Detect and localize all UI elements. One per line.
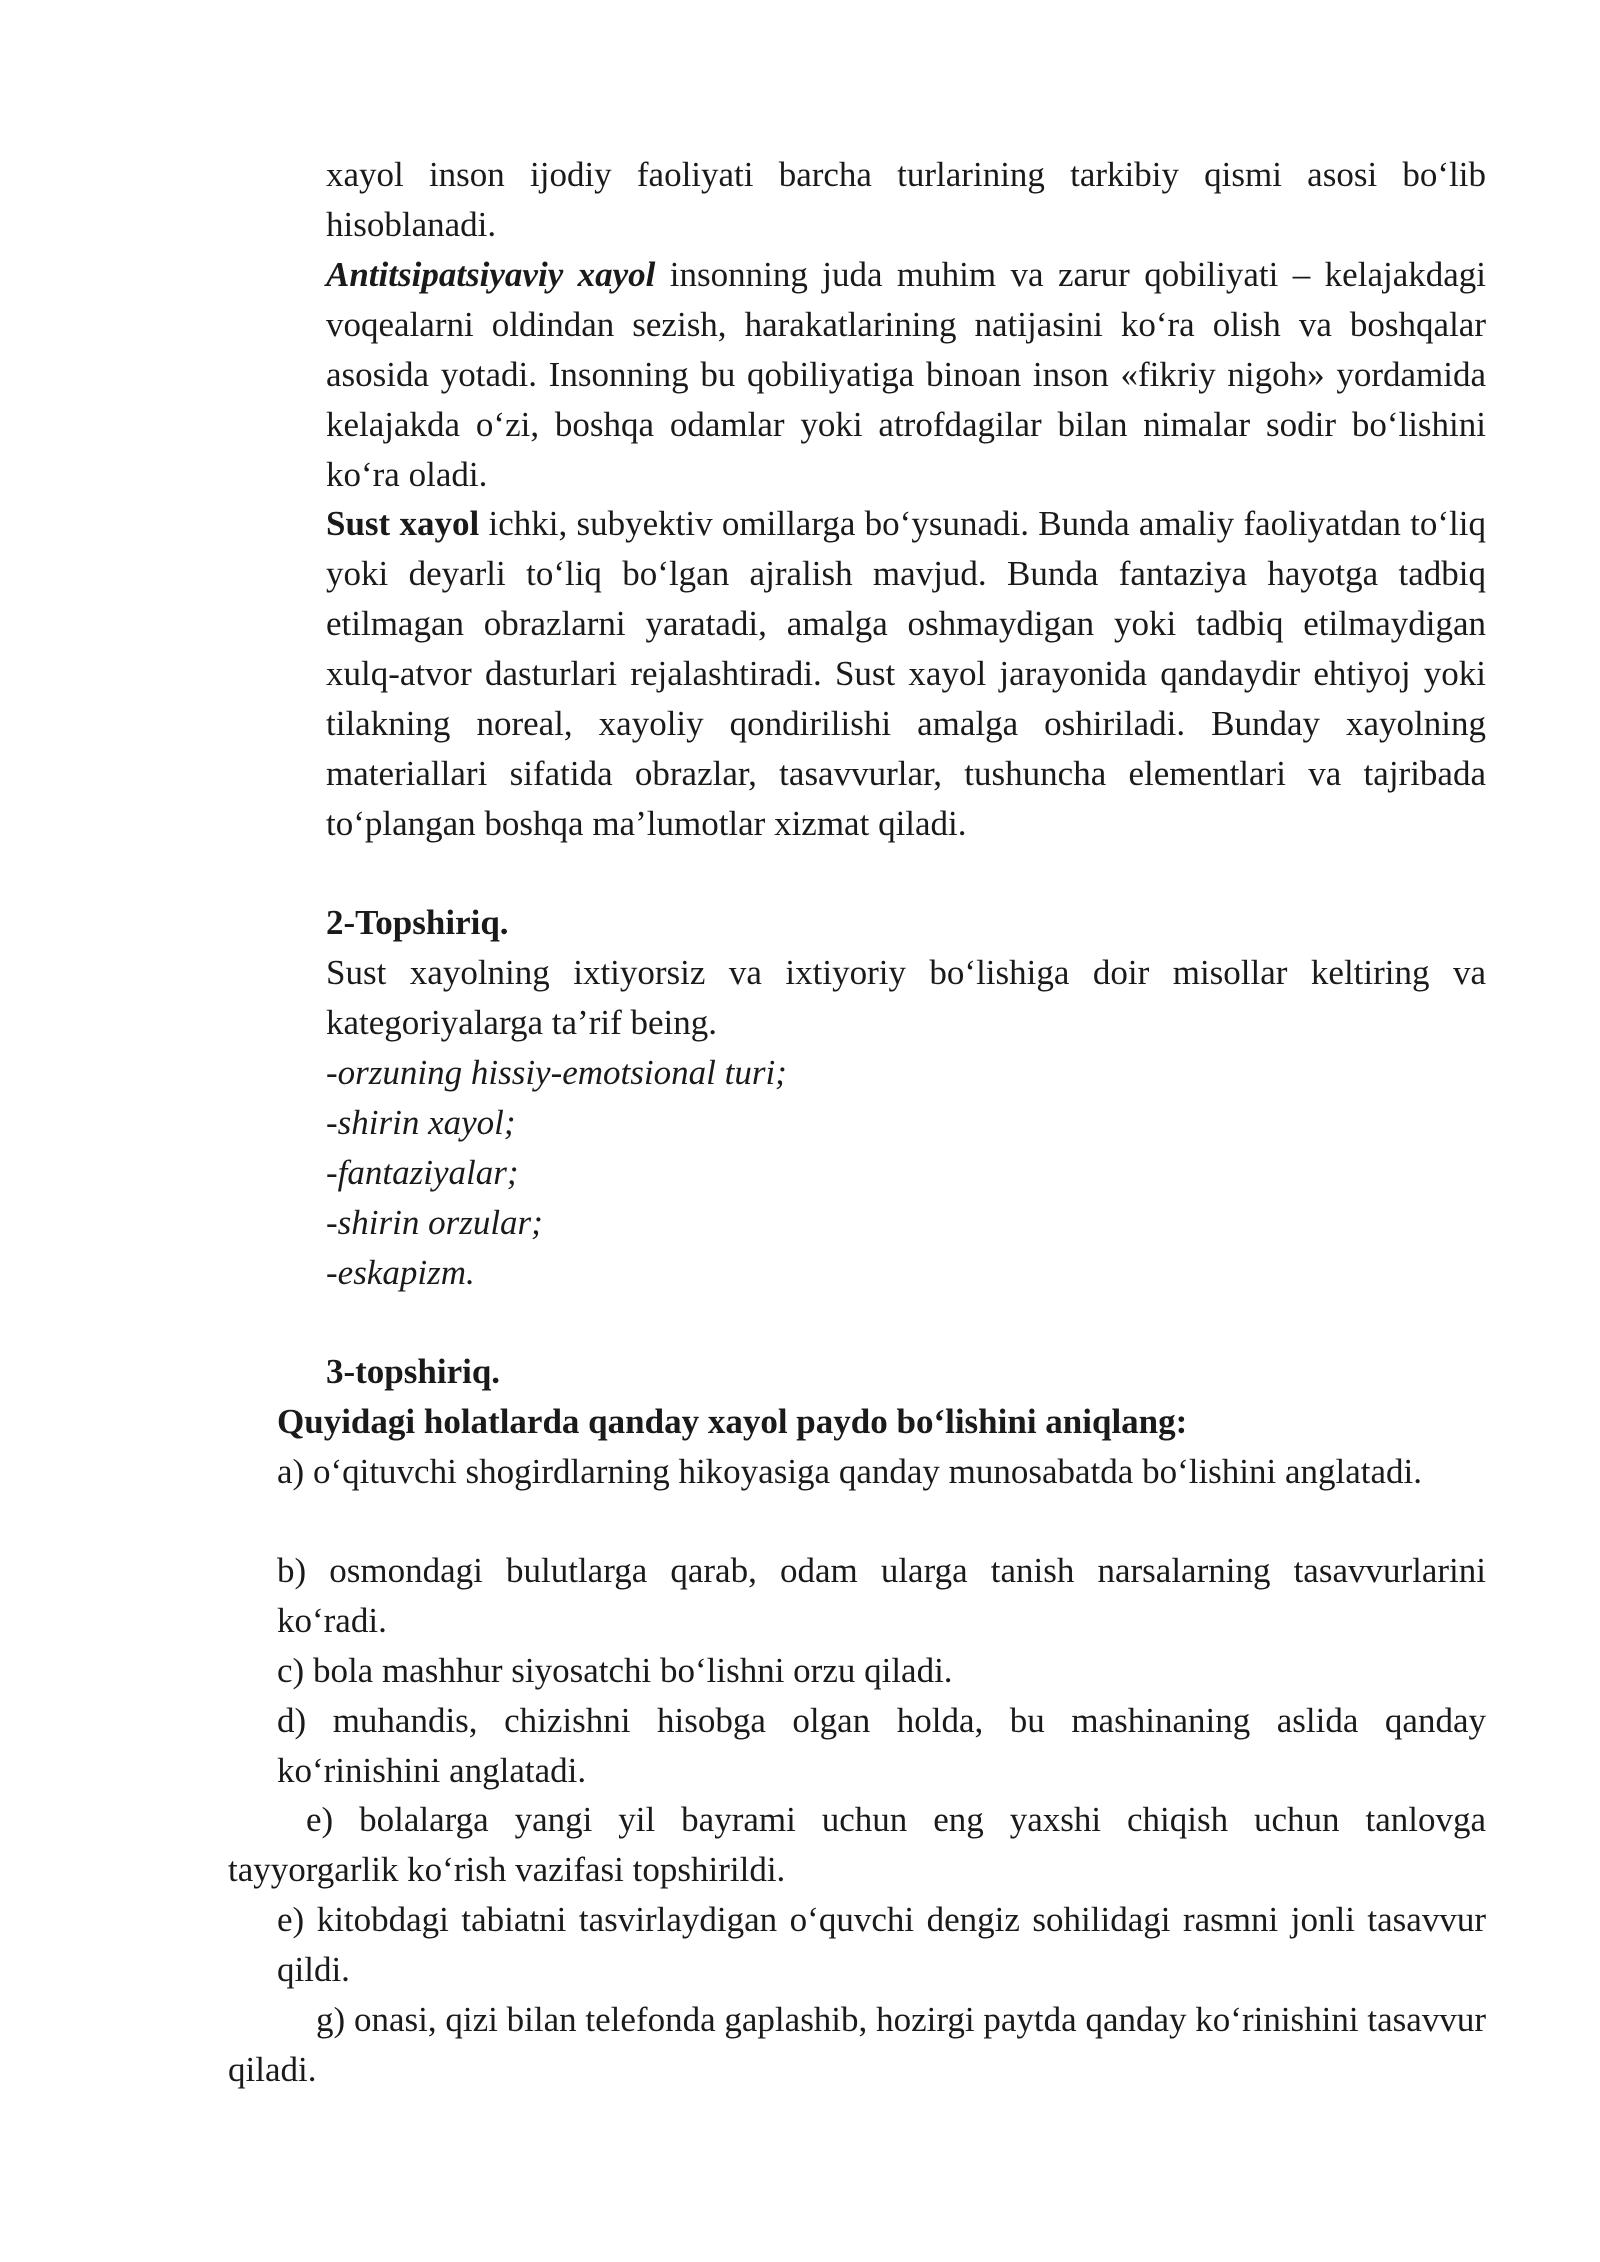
list-item: -shirin orzular;: [326, 1203, 543, 1242]
task3-item-d: d) muhandis, chizishni hisobga olgan holda, bu mashinaning aslida qanday ko‘rinishini anglatadi.: [277, 1701, 1486, 1790]
task3-question: [277, 1397, 1486, 1447]
list-item: -eskapizm.: [326, 1253, 475, 1292]
paragraph-sust-xayol-text: ichki, subyektiv omillarga bo‘ysunadi. Bunda amaliy faoliyatdan to‘liq yoki deyarli to‘liq bo‘lgan ajralish mavjud. Bunda fantaziya hayotga tadbiq etilmagan obrazlarni yaratadi, amalga oshmaydigan yoki tadbiq etilmaydigan xulq-atvor dasturlari rejalashtiradi. Sust xayol jarayonida qandaydir ehtiyoj yoki tilakning noreal, xayoliy qondirilishi amalga oshiriladi. Bunday xayolning materiallari sifatida obrazlar, tasavvurlar, tushuncha elementlari va tajribada to‘plangan boshqa ma’lumotlar xizmat qiladi.: [326, 504, 1486, 843]
term-antitsipatsiyaviy: Antitsipatsiyaviy xayol: [326, 255, 656, 294]
paragraph-sust-xayol: [326, 499, 1486, 849]
task2-heading: [326, 898, 1486, 948]
task3-item-a: a) o‘qituvchi shogirdlarning hikoyasiga qanday munosabatda bo‘lishini anglatadi.: [277, 1452, 1423, 1491]
list-item: -fantaziyalar;: [326, 1153, 519, 1192]
task2-text: Sust xayolning ixtiyorsiz va ixtiyoriy bo‘lishiga doir misollar keltiring va kategoriyalarga ta’rif being.: [326, 953, 1486, 1042]
term-sust-xayol: Sust xayol: [326, 504, 480, 543]
task3-heading: [326, 1347, 1486, 1397]
paragraph-antitsipatsiyaviy-text: insonning juda muhim va zarur qobiliyati – kelajakdagi voqealarni oldindan sezish, harakatlarining natijasini ko‘ra olish va boshqalar asosida yotadi. Insonning bu qobiliyatiga binoan inson «fikriy nigoh» yordamida kelajakda o‘zi, boshqa odamlar yoki atrofdagilar bilan nimalar sodir bo‘lishini ko‘ra oladi.: [326, 255, 1486, 494]
list-item: -shirin xayol;: [326, 1103, 516, 1142]
task3-item-e1: e) bolalarga yangi yil bayrami uchun eng yaxshi chiqish uchun tanlovga tayyorgarlik ko‘rish vazifasi topshirildi.: [228, 1800, 1486, 1889]
task3-item-e2: e) kitobdagi tabiatni tasvirlaydigan o‘quvchi dengiz sohilidagi rasmni jonli tasavvur qildi.: [277, 1900, 1486, 1989]
paragraph-intro: xayol inson ijodiy faoliyati barcha turlarining tarkibiy qismi asosi bo‘lib hisoblanadi.: [326, 155, 1486, 244]
task3-item-g: g) onasi, qizi bilan telefonda gaplashib, hozirgi paytda qanday ko‘rinishini tasavvur qiladi.: [228, 2000, 1486, 2089]
task3-heading-text: 3-topshiriq.: [326, 1352, 501, 1391]
task3-item-b: b) osmondagi bulutlarga qarab, odam ularga tanish narsalarning tasavvurlarini ko‘radi.: [277, 1551, 1486, 1640]
task2-heading-text: 2-Topshiriq.: [326, 903, 509, 942]
task3-item-c: c) bola mashhur siyosatchi bo‘lishni orzu qiladi.: [277, 1651, 953, 1690]
paragraph-antitsipatsiyaviy: [326, 250, 1486, 500]
list-item: -orzuning hissiy-emotsional turi;: [326, 1053, 787, 1092]
task3-question-text: Quyidagi holatlarda qanday xayol paydo bo‘lishini aniqlang:: [277, 1402, 1188, 1441]
